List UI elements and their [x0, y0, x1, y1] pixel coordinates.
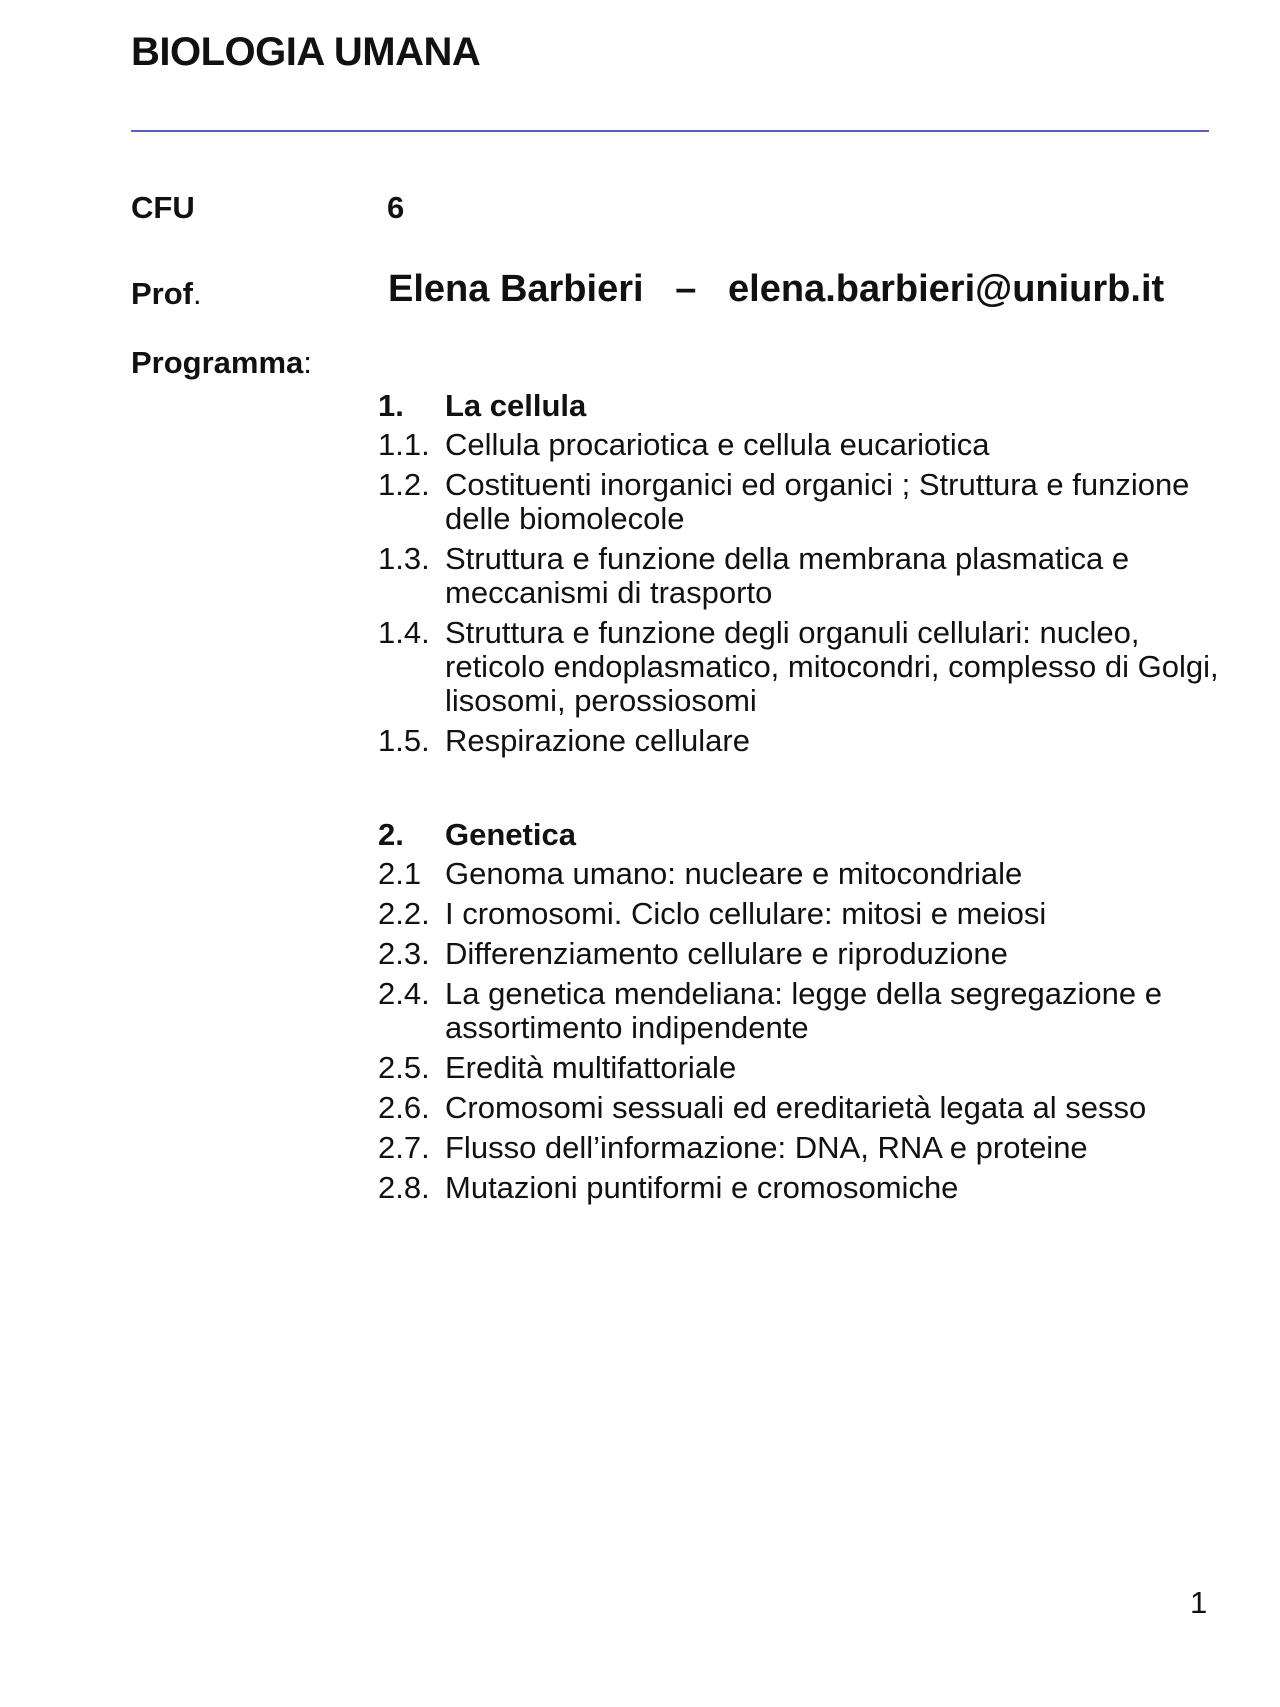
list-item [378, 977, 1238, 1045]
list-item [378, 1131, 1238, 1165]
item-text: Differenziamento cellulare e riproduzione [445, 936, 1008, 971]
programma-label-text: Programma [131, 345, 304, 380]
item-text: La genetica mendeliana: legge della segregazione e assortimento indipendente [445, 976, 1162, 1045]
list-item [378, 1051, 1238, 1085]
item-text: Mutazioni puntiformi e cromosomiche [445, 1170, 959, 1205]
list-item [378, 897, 1238, 931]
cfu-value: 6 [387, 190, 405, 225]
item-number: 2.6. [378, 1090, 430, 1125]
section-title: La cellula [445, 388, 587, 423]
section-title: Genetica [445, 817, 576, 852]
item-text: Eredità multifattoriale [445, 1050, 737, 1085]
item-number: 1.4. [378, 615, 430, 650]
list-item [378, 428, 1238, 462]
prof-label-suffix: . [193, 276, 202, 311]
section-heading [378, 815, 1238, 855]
list-item [378, 1091, 1238, 1125]
section-la-cellula [378, 386, 1238, 764]
section-heading [378, 386, 1238, 426]
section-number: 2. [378, 817, 404, 852]
page-number: 1 [1190, 1585, 1208, 1620]
prof-label [131, 276, 202, 312]
list-item [378, 724, 1238, 758]
item-text: Struttura e funzione della membrana plasmatica e meccanismi di trasporto [445, 541, 1130, 610]
cfu-label: CFU [131, 190, 195, 225]
item-text: Cellula procariotica e cellula eucariotica [445, 427, 990, 462]
item-number: 2.1 [378, 856, 422, 891]
item-number: 2.7. [378, 1130, 430, 1165]
prof-label-text: Prof [131, 276, 193, 311]
section-number: 1. [378, 388, 404, 423]
item-text: Struttura e funzione degli organuli cellulari: nucleo, reticolo endoplasmatico, mitocondri, complesso di Golgi, lisosomi, perossiosomi [445, 615, 1219, 718]
list-item [378, 1171, 1238, 1205]
prof-name-email: Elena Barbieri – elena.barbieri@uniurb.it [388, 268, 1165, 310]
item-number: 2.3. [378, 936, 430, 971]
item-text: I cromosomi. Ciclo cellulare: mitosi e meiosi [445, 896, 1047, 931]
programma-label [131, 345, 312, 381]
item-number: 2.8. [378, 1170, 430, 1205]
item-number: 1.1. [378, 427, 430, 462]
title-underline [131, 130, 1209, 132]
programma-label-suffix: : [303, 345, 312, 380]
item-text: Respirazione cellulare [445, 723, 750, 758]
item-number: 1.2. [378, 467, 430, 502]
list-item [378, 616, 1238, 718]
item-number: 2.4. [378, 976, 430, 1011]
item-number: 1.3. [378, 541, 430, 576]
item-text: Cromosomi sessuali ed ereditarietà legata al sesso [445, 1090, 1147, 1125]
item-text: Costituenti inorganici ed organici ; Struttura e funzione delle biomolecole [445, 467, 1190, 536]
item-text: Genoma umano: nucleare e mitocondriale [445, 856, 1023, 891]
item-text: Flusso dell’informazione: DNA, RNA e proteine [445, 1130, 1088, 1165]
list-item [378, 468, 1238, 536]
section-genetica [378, 815, 1238, 1211]
item-number: 2.5. [378, 1050, 430, 1085]
list-item [378, 857, 1238, 891]
document-title: BIOLOGIA UMANA [131, 30, 481, 74]
list-item [378, 542, 1238, 610]
list-item [378, 937, 1238, 971]
item-number: 2.2. [378, 896, 430, 931]
item-number: 1.5. [378, 723, 430, 758]
